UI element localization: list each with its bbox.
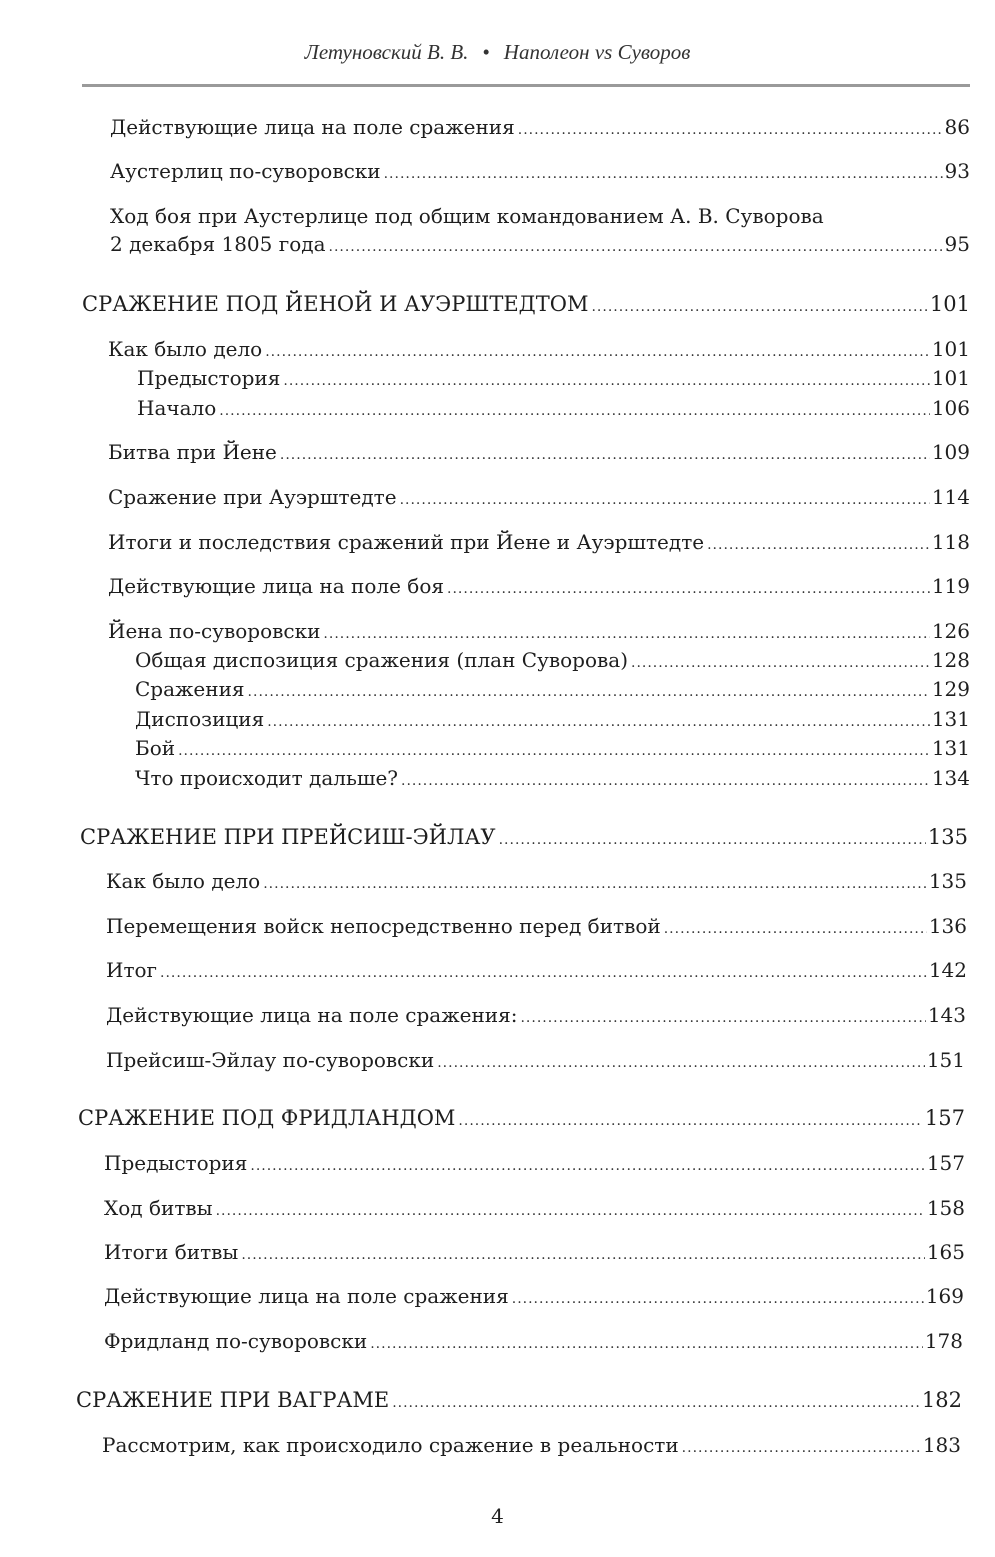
toc-subentry-title: Сражения <box>135 677 245 701</box>
toc-entry-page: 142 <box>928 958 967 982</box>
leader-dots <box>384 161 943 187</box>
leader-dots <box>178 738 930 764</box>
toc-subentry[interactable] <box>135 676 970 705</box>
toc-entry-title: 2 декабря 1805 года <box>110 232 326 256</box>
toc-subentry-page: 131 <box>931 707 970 731</box>
toc-entry-page: 95 <box>944 232 970 256</box>
toc-entry[interactable] <box>102 1432 961 1461</box>
toc-entry-title: Сражение при Ауэрштедте <box>108 485 397 509</box>
toc-entry-title: Действующие лица на поле боя <box>108 574 445 598</box>
leader-dots <box>458 1108 922 1134</box>
toc-subentry-page: 101 <box>931 366 970 390</box>
toc-entry-title: Действующие лица на поле сражения: <box>106 1003 518 1027</box>
toc-subentry-page: 106 <box>931 396 970 420</box>
toc-entry[interactable] <box>104 1328 963 1357</box>
toc-entry[interactable] <box>104 1239 965 1268</box>
toc-entry-first-line: Ход боя при Аустерлице под общим командованием А. В. Суворова <box>110 204 824 228</box>
toc-entry-title: Йена по-суворовски <box>108 619 321 643</box>
toc-entry-title: Рассмотрим, как происходило сражение в реальности <box>102 1433 679 1457</box>
toc-entry-page: 158 <box>926 1196 965 1220</box>
toc-entry[interactable] <box>104 1150 965 1179</box>
toc-entry-title: Итоги битвы <box>104 1240 239 1264</box>
leader-dots <box>263 871 927 897</box>
leader-dots <box>329 234 943 260</box>
toc-entry-page: 165 <box>926 1240 965 1264</box>
toc-entry-page: 157 <box>926 1151 965 1175</box>
leader-dots <box>392 1390 920 1416</box>
toc-subentry-title: Начало <box>137 396 217 420</box>
leader-dots <box>160 960 927 986</box>
toc-entry-title: Действующие лица на поле сражения <box>110 115 515 139</box>
toc-entry-title: Итоги и последствия сражений при Йене и Ауэрштедте <box>108 530 705 554</box>
toc-entry[interactable] <box>110 114 970 143</box>
header-author: Летуновский В. В. <box>304 40 469 64</box>
toc-entry-page: 101 <box>931 337 970 361</box>
toc-entry-page: 119 <box>931 574 970 598</box>
toc-entry-title: Как было дело <box>106 869 261 893</box>
leader-dots <box>518 117 943 143</box>
leader-dots <box>520 1005 925 1031</box>
toc-subentry-page: 128 <box>931 648 970 672</box>
toc-entry[interactable] <box>110 158 970 187</box>
leader-dots <box>265 339 930 365</box>
toc-entry-page: 126 <box>931 619 970 643</box>
toc-entry[interactable] <box>106 957 967 986</box>
toc-subentry-title: Предыстория <box>137 366 281 390</box>
toc-entry[interactable] <box>108 529 970 558</box>
toc-subentry[interactable] <box>137 365 970 394</box>
leader-dots <box>216 1198 925 1224</box>
leader-dots <box>283 368 929 394</box>
toc-section[interactable] <box>78 1105 965 1134</box>
leader-dots <box>370 1331 923 1357</box>
toc-entry-page: 114 <box>931 485 970 509</box>
leader-dots <box>400 487 930 513</box>
toc-subentry-page: 129 <box>931 677 970 701</box>
toc-entry[interactable] <box>108 439 970 468</box>
toc-entry-title: Ход битвы <box>104 1196 213 1220</box>
toc-entry-title: Как было дело <box>108 337 263 361</box>
toc-entry[interactable] <box>106 913 967 942</box>
leader-dots <box>401 768 930 794</box>
toc-entry[interactable] <box>106 1047 965 1076</box>
toc-entry-title: Прейсиш-Эйлау по-суворовски <box>106 1048 435 1072</box>
toc-entry-page: 169 <box>925 1284 964 1308</box>
toc-entry-page: 93 <box>944 159 970 183</box>
page-number: 4 <box>491 1504 504 1528</box>
leader-dots <box>707 532 930 558</box>
toc-section[interactable] <box>82 291 970 320</box>
leader-dots <box>447 576 930 602</box>
toc-entry-page: 135 <box>928 869 967 893</box>
leader-dots <box>664 916 927 942</box>
toc-entry-page: 151 <box>926 1048 965 1072</box>
leader-dots <box>267 709 930 735</box>
leader-dots <box>631 650 930 676</box>
toc-entry[interactable] <box>106 1002 966 1031</box>
toc-subentry-page: 134 <box>931 766 970 790</box>
toc-entry-title: Битва при Йене <box>108 440 277 464</box>
toc-section-title: СРАЖЕНИЕ ПРИ ВАГРАМЕ <box>76 1388 390 1412</box>
toc-section-title: СРАЖЕНИЕ ПОД ЙЕНОЙ И АУЭРШТЕДТОМ <box>82 292 589 316</box>
toc-entry-title: Предыстория <box>104 1151 248 1175</box>
toc-entry-page: 86 <box>944 115 970 139</box>
toc-entry-title: Перемещения войск непосредственно перед битвой <box>106 914 661 938</box>
leader-dots <box>280 442 930 468</box>
leader-dots <box>219 398 930 424</box>
toc-section-title: СРАЖЕНИЕ ПРИ ПРЕЙСИШ-ЭЙЛАУ <box>80 825 496 849</box>
toc-subentry[interactable] <box>135 706 970 735</box>
toc-entry[interactable] <box>108 618 970 647</box>
toc-entry[interactable] <box>104 1195 965 1224</box>
toc-subentry-title: Диспозиция <box>135 707 265 731</box>
toc-subentry-title: Общая диспозиция сражения (план Суворова) <box>135 648 628 672</box>
leader-dots <box>437 1050 925 1076</box>
toc-section[interactable] <box>76 1387 962 1416</box>
toc-subentry-page: 131 <box>931 736 970 760</box>
leader-dots <box>248 679 930 705</box>
leader-dots <box>512 1286 924 1312</box>
toc-subentry[interactable] <box>137 395 970 424</box>
toc-subentry-title: Бой <box>135 736 176 760</box>
toc-section-title: СРАЖЕНИЕ ПОД ФРИДЛАНДОМ <box>78 1106 456 1130</box>
toc-entry-page: 143 <box>927 1003 966 1027</box>
toc-subentry[interactable] <box>135 735 970 764</box>
toc-entry[interactable] <box>106 868 967 897</box>
toc-entry-title: Фридланд по-суворовски <box>104 1329 368 1353</box>
header-rule <box>82 84 970 87</box>
toc-entry-page: 136 <box>928 914 967 938</box>
leader-dots <box>323 621 929 647</box>
toc-subentry[interactable] <box>135 647 970 676</box>
leader-dots <box>241 1242 924 1268</box>
leader-dots <box>682 1435 921 1461</box>
leader-dots <box>250 1153 924 1179</box>
toc-section[interactable] <box>80 824 968 853</box>
toc-section-page: 157 <box>924 1106 965 1130</box>
header-separator: • <box>482 40 490 64</box>
toc-section-page: 101 <box>929 292 970 316</box>
toc-entry-title: Действующие лица на поле сражения <box>104 1284 509 1308</box>
toc-subentry[interactable] <box>135 765 970 794</box>
toc-entry-page: 118 <box>931 530 970 554</box>
toc-entry[interactable] <box>108 484 970 513</box>
toc-entry-page: 109 <box>931 440 970 464</box>
toc-entry[interactable] <box>104 1283 964 1312</box>
toc-subentry-title: Что происходит дальше? <box>135 766 398 790</box>
toc-section-page: 182 <box>921 1388 962 1412</box>
toc-entry[interactable] <box>110 231 970 260</box>
header-title: Наполеон vs Суворов <box>503 40 691 64</box>
toc-entry-page: 183 <box>922 1433 961 1457</box>
leader-dots <box>499 827 926 853</box>
toc-entry-title: Аустерлиц по-суворовски <box>110 159 381 183</box>
toc-section-page: 135 <box>927 825 968 849</box>
toc-entry[interactable] <box>108 573 970 602</box>
running-header <box>0 40 995 65</box>
leader-dots <box>591 294 927 320</box>
toc-entry-title: Итог <box>106 958 158 982</box>
toc-entry-page: 178 <box>924 1329 963 1353</box>
toc-entry[interactable] <box>108 336 970 365</box>
